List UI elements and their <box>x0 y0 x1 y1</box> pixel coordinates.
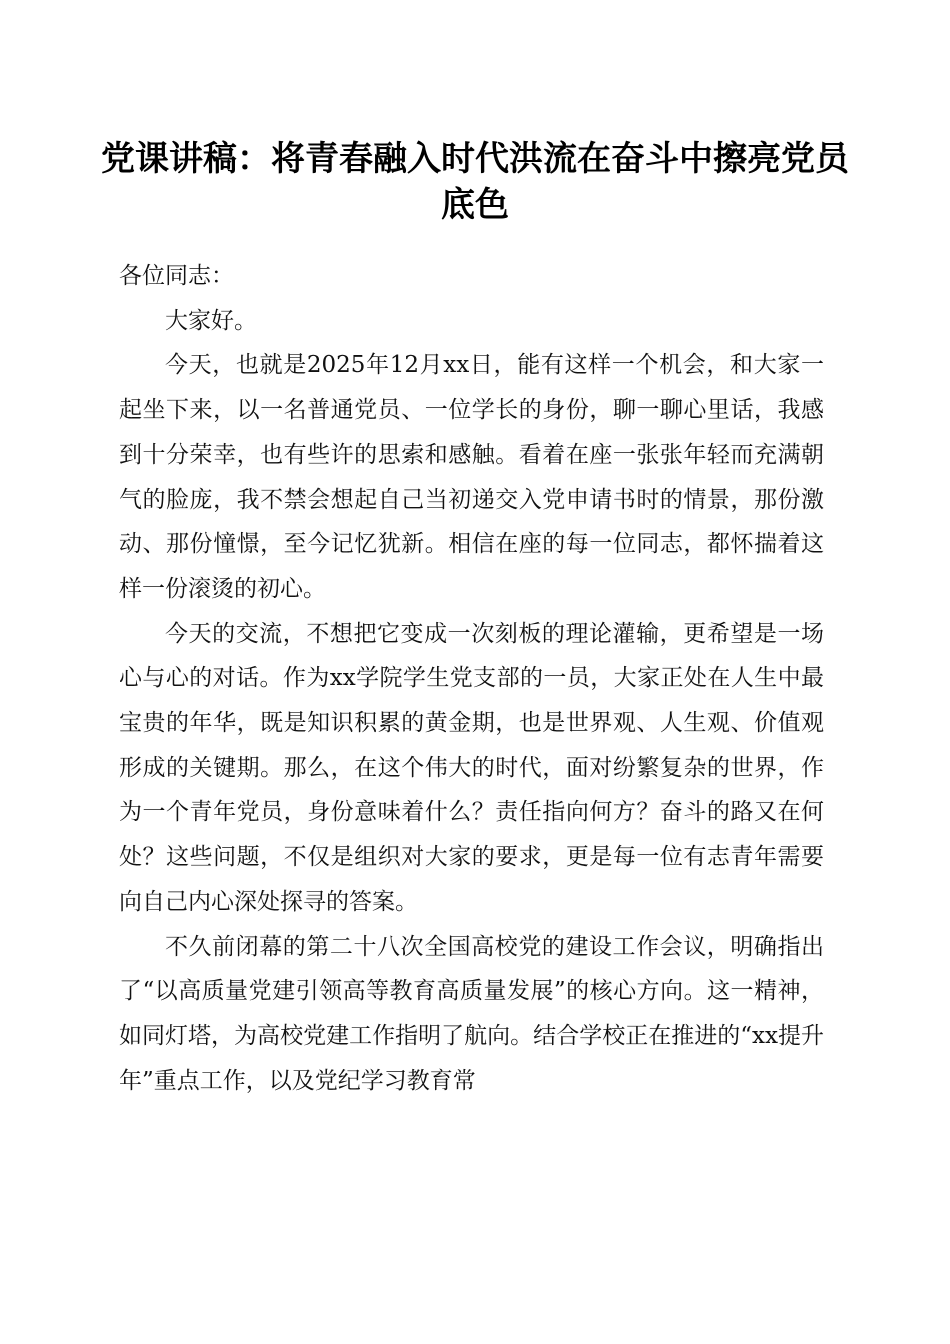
paragraph-dialogue: 今天的交流，不想把它变成一次刻板的理论灌输，更希望是一场心与心的对话。作为xx学院学生党支部的一员，大家正处在人生中最宝贵的年华，既是知识积累的黄金期，也是世界观、人生观、价值观形成的关键期。那么，在这个伟大的时代，面对纷繁复杂的世界，作为一个青年党员，身份意味着什么？责任指向何方？奋斗的路又在何处？这些问题，不仅是组织对大家的要求，更是每一位有志青年需要向自己内心深处探寻的答案。 <box>119 620 824 915</box>
paragraph-greeting: 大家好。 <box>165 307 257 334</box>
paragraph-conference: 不久前闭幕的第二十八次全国高校党的建设工作会议，明确指出了“以高质量党建引领高等教育高质量发展”的核心方向。这一精神，如同灯塔，为高校党建工作指明了航向。结合学校正在推进的“xx提升年”重点工作，以及党纪学习教育常 <box>119 933 824 1094</box>
document-title: 党课讲稿：将青春融入时代洪流在奋斗中擦亮党员底色 <box>101 139 849 225</box>
paragraph-opening: 今天，也就是2025年12月xx日，能有这样一个机会，和大家一起坐下来，以一名普通党员、一位学长的身份，聊一聊心里话，我感到十分荣幸，也有些许的思索和感触。看着在座一张张年轻而充满朝气的脸庞，我不禁会想起自己当初递交入党申请书时的情景，那份激动、那份憧憬，至今记忆犹新。相信在座的每一位同志，都怀揣着这样一份滚烫的初心。 <box>119 352 824 602</box>
salutation: 各位同志： <box>119 263 234 289</box>
document-body <box>119 254 824 1103</box>
